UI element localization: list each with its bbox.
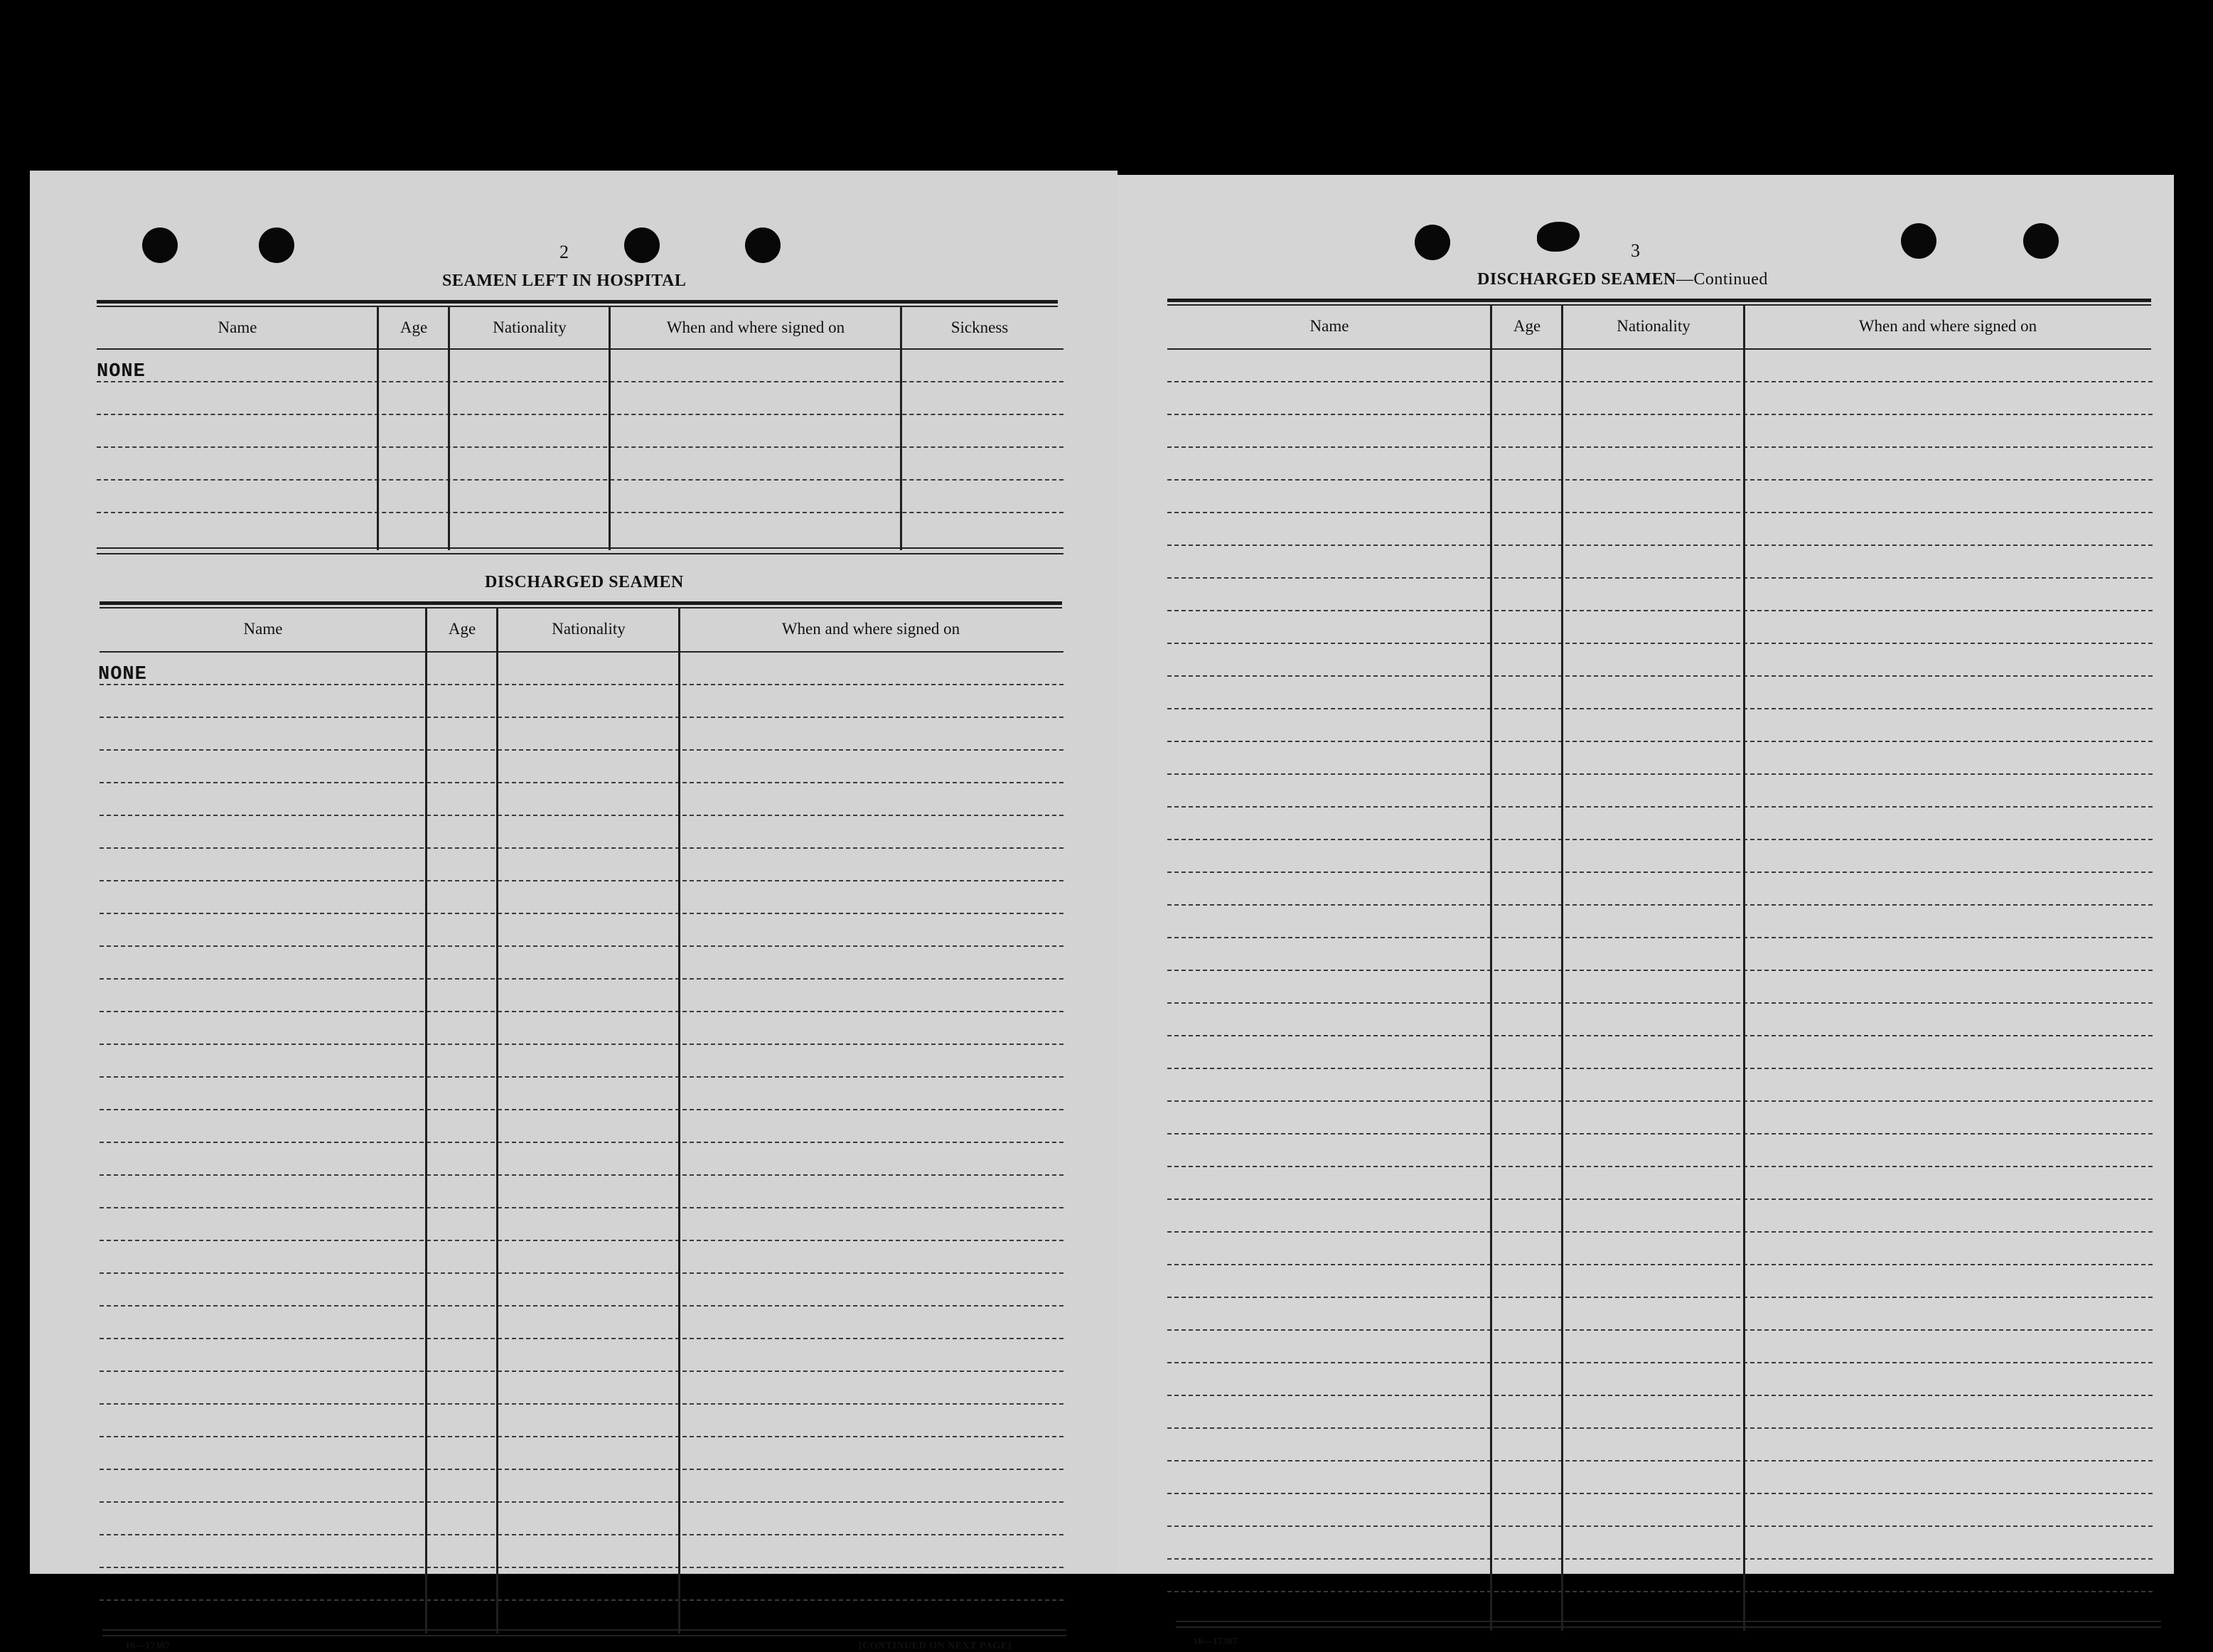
punch-hole xyxy=(745,227,781,263)
row-line xyxy=(1167,1362,2153,1363)
row-line xyxy=(100,1371,1063,1372)
column-divider xyxy=(1490,306,1492,1631)
rule xyxy=(97,553,1063,554)
row-line xyxy=(1167,970,2153,971)
row-line xyxy=(100,913,1063,914)
section-title-main: DISCHARGED SEAMEN xyxy=(1477,270,1676,289)
row-line xyxy=(100,1109,1063,1110)
row-line xyxy=(100,1567,1063,1568)
row-line xyxy=(97,479,1063,481)
row-line xyxy=(1167,1166,2153,1167)
row-line xyxy=(1167,1068,2153,1069)
row-line xyxy=(1167,545,2153,546)
row-line xyxy=(1167,610,2153,611)
section-title xyxy=(1477,270,1768,289)
form-number: 16—17387 xyxy=(125,1641,170,1651)
row-line xyxy=(1167,1329,2153,1331)
row-line xyxy=(1167,381,2153,382)
row-line xyxy=(100,1044,1063,1045)
row-line xyxy=(100,1272,1063,1274)
row-line xyxy=(1167,675,2153,677)
row-line xyxy=(1167,479,2153,481)
row-line xyxy=(1167,1427,2153,1429)
punch-hole xyxy=(1415,225,1450,260)
column-divider xyxy=(425,608,427,1634)
row-line xyxy=(100,978,1063,980)
row-line xyxy=(100,782,1063,783)
row-line xyxy=(1167,1133,2153,1135)
row-line xyxy=(1167,937,2153,938)
row-line xyxy=(1167,708,2153,709)
page-number: 3 xyxy=(1631,240,1640,261)
row-line xyxy=(1167,414,2153,415)
discharged-section-title: DISCHARGED SEAMEN xyxy=(485,573,684,591)
row-line xyxy=(1167,1002,2153,1004)
row-line xyxy=(1167,1558,2153,1560)
row-line xyxy=(1167,806,2153,808)
column-divider xyxy=(900,307,902,550)
rule xyxy=(100,607,1062,608)
rule xyxy=(102,1635,1066,1636)
col-header-nationality: Nationality xyxy=(552,620,626,638)
col-header-name: Name xyxy=(243,620,283,638)
row-line xyxy=(1167,1035,2153,1036)
row-line xyxy=(100,1174,1063,1176)
row-line xyxy=(1167,1264,2153,1265)
punch-hole xyxy=(624,227,660,263)
col-header-age: Age xyxy=(400,318,428,336)
row-line xyxy=(100,880,1063,881)
table-bottom-rule xyxy=(97,547,1063,549)
row-line xyxy=(1167,1460,2153,1461)
row-line xyxy=(1167,1591,2153,1592)
table-bottom-rule xyxy=(1176,1621,2161,1622)
row-line xyxy=(97,512,1063,513)
col-header-name: Name xyxy=(1309,317,1349,335)
row-line xyxy=(100,1338,1063,1339)
col-header-signed-on: When and where signed on xyxy=(666,318,845,336)
col-header-nationality: Nationality xyxy=(493,318,567,336)
row-line xyxy=(100,1403,1063,1405)
punch-hole xyxy=(142,227,178,263)
col-header-age: Age xyxy=(448,620,476,638)
punch-hole xyxy=(1537,222,1580,252)
column-divider xyxy=(448,307,450,550)
continued-note: [CONTINUED ON NEXT PAGE] xyxy=(859,1641,1012,1651)
hospital-section-title: SEAMEN LEFT IN HOSPITAL xyxy=(442,272,687,290)
header-rule xyxy=(100,651,1063,653)
section-title-continued: —Continued xyxy=(1676,270,1768,289)
row-line xyxy=(100,945,1063,947)
row-line xyxy=(1167,446,2153,448)
page-number: 2 xyxy=(559,242,569,262)
row-line xyxy=(1167,1525,2153,1527)
row-line xyxy=(1167,741,2153,742)
column-divider xyxy=(678,608,680,1634)
col-header-age: Age xyxy=(1513,317,1541,335)
right-page xyxy=(1118,175,2174,1647)
col-header-nationality: Nationality xyxy=(1617,317,1690,335)
col-header-sickness: Sickness xyxy=(950,318,1009,336)
punch-hole xyxy=(259,227,294,263)
row-line xyxy=(100,1501,1063,1503)
column-divider xyxy=(496,608,498,1634)
col-header-name: Name xyxy=(218,318,257,336)
row-line xyxy=(1167,904,2153,906)
header-rule xyxy=(1167,348,2151,350)
row-line xyxy=(1167,577,2153,579)
column-divider xyxy=(609,307,611,550)
row-line xyxy=(1167,1395,2153,1396)
punch-hole xyxy=(1901,223,1936,259)
column-divider xyxy=(1743,306,1745,1631)
rule xyxy=(1176,1626,2161,1628)
row-line xyxy=(100,1011,1063,1012)
row-line xyxy=(100,1534,1063,1535)
punch-hole xyxy=(2023,223,2059,259)
rule xyxy=(97,306,1058,307)
row-line xyxy=(1167,643,2153,644)
row-line xyxy=(1167,839,2153,840)
form-number: 16—17387 xyxy=(1193,1636,1238,1647)
row-line xyxy=(97,446,1063,448)
table-bottom-rule xyxy=(102,1629,1066,1631)
table-top-rule xyxy=(97,300,1058,304)
column-divider xyxy=(1561,306,1563,1631)
discharged-entry: NONE xyxy=(98,664,147,685)
row-line xyxy=(97,381,1063,382)
rule xyxy=(1167,304,2151,306)
row-line xyxy=(100,847,1063,849)
table-top-rule xyxy=(1167,299,2151,302)
row-line xyxy=(100,1436,1063,1437)
left-page xyxy=(30,171,1118,1651)
row-line xyxy=(1167,773,2153,775)
row-line xyxy=(100,684,1063,685)
row-line xyxy=(1167,1231,2153,1233)
hospital-entry: NONE xyxy=(97,361,146,382)
row-line xyxy=(100,1207,1063,1208)
row-line xyxy=(100,1076,1063,1078)
row-line xyxy=(100,1469,1063,1470)
column-divider xyxy=(377,307,379,550)
row-line xyxy=(1167,871,2153,873)
header-rule xyxy=(97,348,1063,350)
row-line xyxy=(1167,512,2153,513)
col-header-signed-on: When and where signed on xyxy=(781,620,960,638)
row-line xyxy=(100,1142,1063,1143)
row-line xyxy=(100,717,1063,718)
row-line xyxy=(100,1599,1063,1601)
row-line xyxy=(1167,1297,2153,1298)
col-header-signed-on: When and where signed on xyxy=(1858,317,2037,335)
row-line xyxy=(100,749,1063,751)
row-line xyxy=(100,1305,1063,1307)
row-line xyxy=(1167,1198,2153,1200)
row-line xyxy=(97,414,1063,415)
table-top-rule xyxy=(100,601,1062,605)
row-line xyxy=(1167,1493,2153,1494)
row-line xyxy=(1167,1100,2153,1102)
row-line xyxy=(100,1240,1063,1241)
row-line xyxy=(100,815,1063,816)
